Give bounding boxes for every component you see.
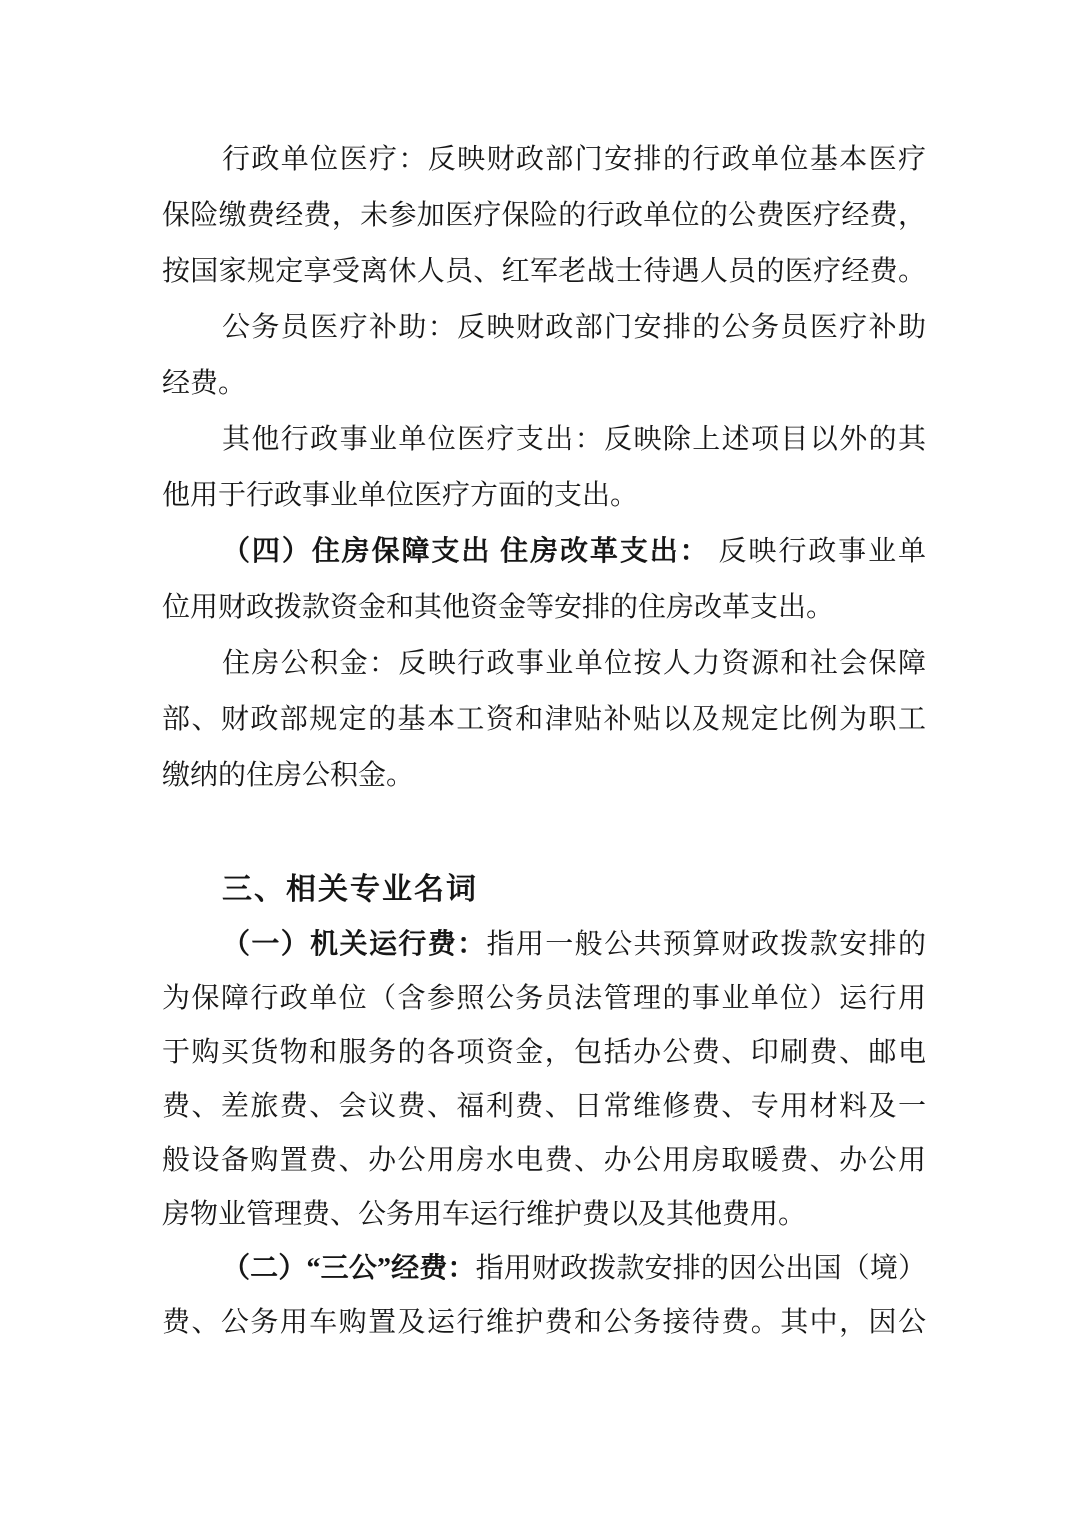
line-text: 指用一般公共预算财政拨款安排的: [486, 929, 926, 960]
line-text: 按国家规定享受离休人员、红军老战士待遇人员的医疗经费。: [162, 256, 926, 287]
text-line: [162, 692, 926, 748]
section-medical-housing: [162, 132, 926, 804]
text-line: [162, 748, 926, 804]
line-lead-bold: （四）住房保障支出 住房改革支出：: [222, 536, 710, 567]
text-line: [162, 580, 926, 636]
paragraph-xingzheng-danwei-yiliao: [162, 132, 926, 300]
paragraph-qita-yiliao-zhichu: [162, 412, 926, 524]
text-line: [162, 132, 926, 188]
text-line: [162, 300, 926, 356]
line-text: 行政单位医疗：反映财政部门安排的行政单位基本医疗: [222, 144, 926, 175]
line-text: 于购买货物和服务的各项资金，包括办公费、印刷费、邮电: [162, 1037, 926, 1068]
paragraph-sangong-jingfei: [162, 1242, 926, 1350]
text-line: [162, 1026, 926, 1080]
line-text: 他用于行政事业单位医疗方面的支出。: [162, 480, 639, 511]
line-text: 缴纳的住房公积金。: [162, 760, 415, 791]
line-text: 住房公积金：反映行政事业单位按人力资源和社会保障: [222, 648, 926, 679]
text-line: [162, 188, 926, 244]
text-line: [162, 972, 926, 1026]
text-line: [162, 1242, 926, 1296]
line-text: 反映行政事业单: [709, 536, 926, 567]
text-line: [162, 1296, 926, 1350]
line-text: 费、公务用车购置及运行维护费和公务接待费。其中，因公: [162, 1307, 926, 1338]
line-text: 房物业管理费、公务用车运行维护费以及其他费用。: [162, 1199, 807, 1230]
section-professional-terms: [162, 918, 926, 1350]
line-text: 指用财政拨款安排的因公出国（境）: [475, 1253, 926, 1284]
text-line: [162, 412, 926, 468]
line-text: 为保障行政单位（含参照公务员法管理的事业单位）运行用: [162, 983, 926, 1014]
paragraph-jiguan-yunxingfei: [162, 918, 926, 1242]
text-line: [162, 918, 926, 972]
text-line: [162, 1188, 926, 1242]
line-text: 保险缴费经费，未参加医疗保险的行政单位的公费医疗经费，: [162, 200, 926, 231]
text-line: [162, 636, 926, 692]
paragraph-zhufang-gongjijin: [162, 636, 926, 804]
line-lead-bold: （一）机关运行费：: [222, 929, 487, 960]
text-line: [162, 356, 926, 412]
text-line: [162, 1134, 926, 1188]
section-heading: 三、相关专业名词: [222, 873, 478, 906]
text-line: [162, 1080, 926, 1134]
paragraph-gongwuyuan-yiliao-buzhu: [162, 300, 926, 412]
text-line: [162, 524, 926, 580]
blank-line: [162, 804, 926, 862]
line-text: 部、财政部规定的基本工资和津贴补贴以及规定比例为职工: [162, 704, 926, 735]
line-text: 费、差旅费、会议费、福利费、日常维修费、专用材料及一: [162, 1091, 926, 1122]
line-lead-bold: （二）“三公”经费：: [222, 1253, 476, 1284]
text-line: [162, 244, 926, 300]
line-text: 其他行政事业单位医疗支出：反映除上述项目以外的其: [222, 424, 926, 455]
line-text: 公务员医疗补助：反映财政部门安排的公务员医疗补助: [222, 312, 926, 343]
line-text: 位用财政拨款资金和其他资金等安排的住房改革支出。: [162, 592, 835, 623]
line-text: 般设备购置费、办公用房水电费、办公用房取暖费、办公用: [162, 1145, 926, 1176]
line-text: 经费。: [162, 368, 247, 399]
paragraph-zhufang-gaige-zhichu: [162, 524, 926, 636]
text-line: [162, 468, 926, 524]
text-block: [162, 132, 926, 1350]
